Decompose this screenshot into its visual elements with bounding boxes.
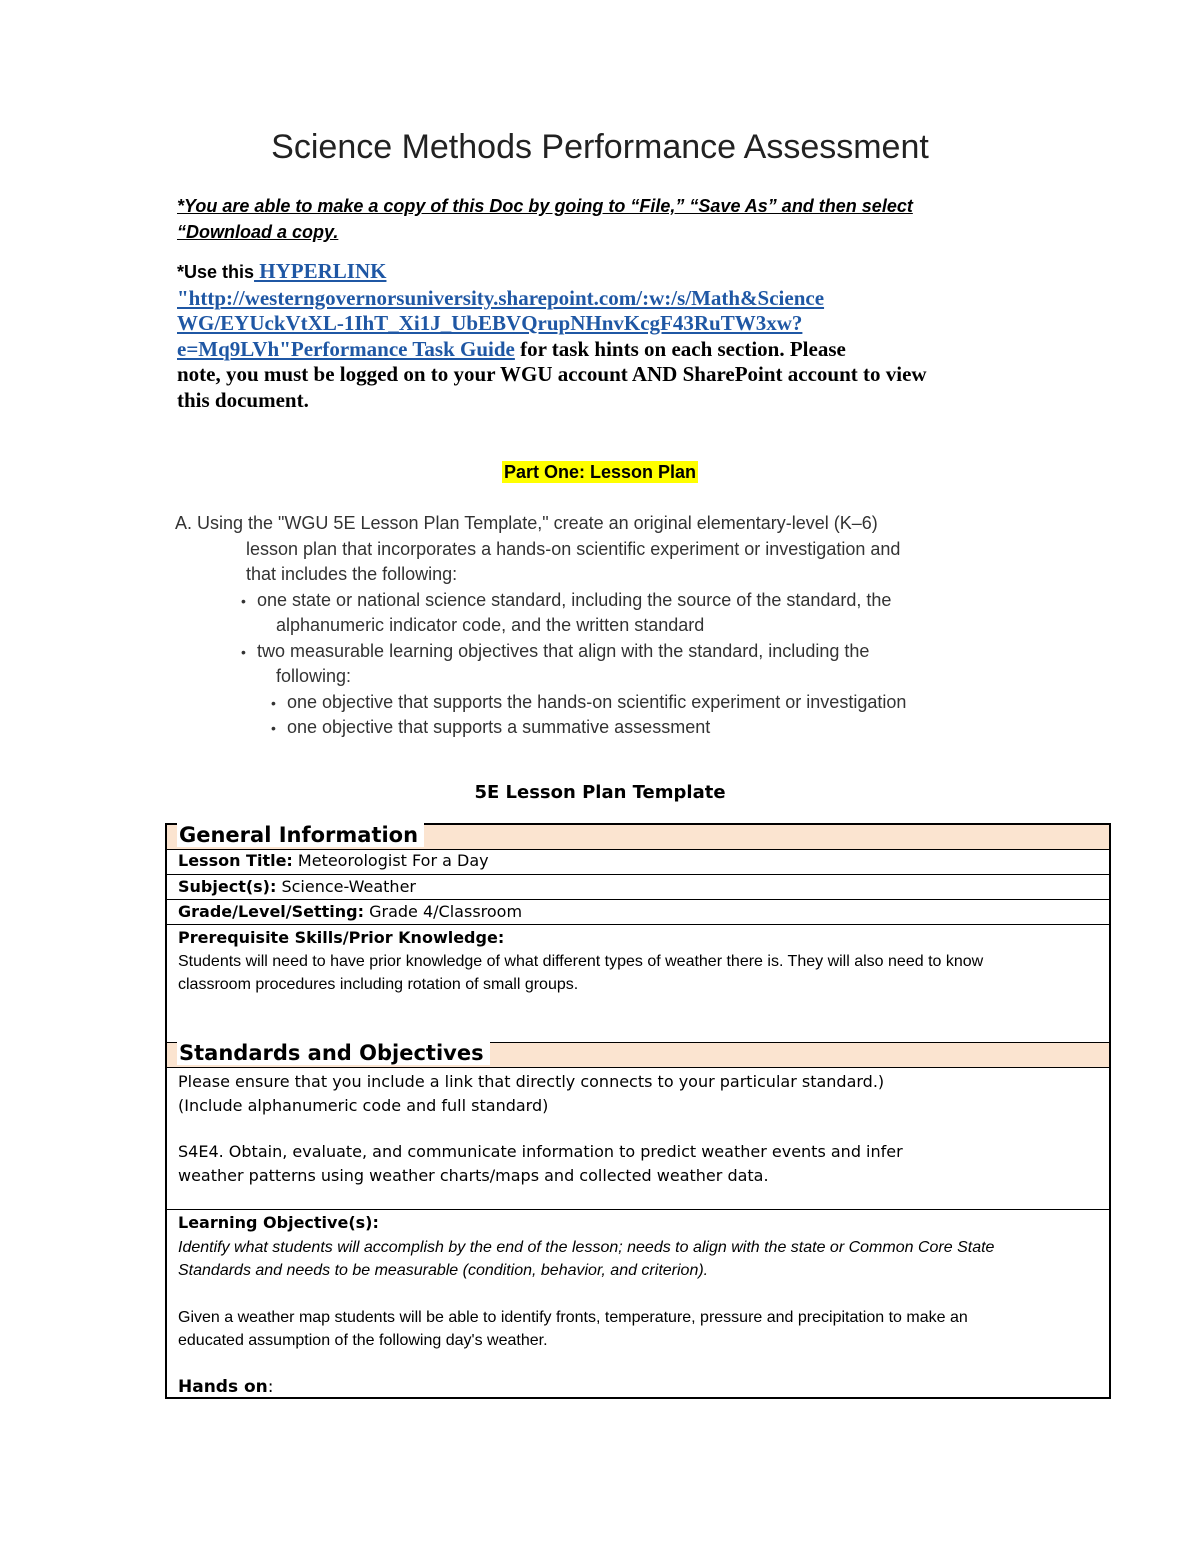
standards-row xyxy=(167,1043,1109,1068)
standards-content xyxy=(178,1070,1098,1188)
bullet-icon: • xyxy=(271,695,276,711)
subjects-row xyxy=(167,875,1109,900)
bullet-objectives-line-1: two measurable learning objectives that align with the standard, including the xyxy=(257,641,870,661)
task-a-line-3: that includes the following: xyxy=(246,564,458,584)
hands-on-label: Hands on: xyxy=(178,1377,274,1397)
standards-note-2: (Include alphanumeric code and full standard) xyxy=(178,1096,549,1115)
learning-objectives-label: Learning Objective(s): xyxy=(178,1213,379,1232)
hint-line-1 xyxy=(177,259,1037,286)
sub-bullet-hands-on xyxy=(271,692,906,713)
standard-text-line-1: S4E4. Obtain, evaluate, and communicate information to predict weather events and infer xyxy=(178,1142,903,1161)
bullet-standard-line-1: one state or national science standard, including the source of the standard, the xyxy=(257,590,892,610)
hyperlink-url-line-2[interactable]: WG/EYUckVtXL-1IhT_Xi1J_UbEBVQrupNHnvKcgF43RuTW3xw? xyxy=(177,311,803,335)
learning-objectives-row xyxy=(167,1210,1109,1397)
hyperlink-url-line-1[interactable]: "http://westerngovernorsuniversity.sharepoint.com/:w:/s/Math&Science xyxy=(177,285,825,310)
objective-text: Given a weather map students will be able to identify fronts, temperature, pressure and precipitation to make an educated assumption of the following day's weather. xyxy=(178,1309,968,1349)
bullet-icon: • xyxy=(241,644,246,660)
task-a-line-2: lesson plan that incorporates a hands-on scientific experiment or investigation and xyxy=(246,539,901,559)
bullet-icon: • xyxy=(241,593,246,609)
bullet-standard-line-2: alphanumeric indicator code, and the written standard xyxy=(276,615,705,635)
sub-bullet-hands-on-text: one objective that supports the hands-on scientific experiment or investigation xyxy=(287,692,907,712)
performance-task-guide-link[interactable]: e=Mq9LVh"Performance Task Guide xyxy=(177,336,515,361)
prerequisite-row xyxy=(167,925,1109,1043)
spacer xyxy=(178,1118,1098,1140)
sub-bullet-summative-text: one objective that supports a summative assessment xyxy=(287,717,711,737)
prerequisite-text: Students will need to have prior knowledge of what different types of weather there is. They will also need to know classroom procedures including rotation of small groups. xyxy=(178,953,984,993)
lesson-title-field: Lesson Title: Meteorologist For a Day xyxy=(178,851,489,870)
prerequisite-label: Prerequisite Skills/Prior Knowledge: xyxy=(178,928,505,947)
hint-tail: for task hints on each section. Please xyxy=(514,336,846,361)
use-this-text: *Use this xyxy=(177,262,255,282)
hint-line-6: this document. xyxy=(177,387,309,412)
bullet-objectives-line-2: following: xyxy=(276,666,352,686)
grade-row xyxy=(167,900,1109,925)
copy-note-line-1: *You are able to make a copy of this Doc by going to “File,” “Save As” and then select xyxy=(177,196,913,216)
objectives-help-text: Identify what students will accomplish by the end of the lesson; needs to align with the state or Common Core State Standards and needs to be measurable (condition, behavior, and criterion). xyxy=(178,1239,995,1279)
grade-field: Grade/Level/Setting: Grade 4/Classroom xyxy=(178,902,523,921)
task-a-line-1: A. Using the "WGU 5E Lesson Plan Template," create an original elementary-level (K–6) xyxy=(175,513,878,533)
standards-note-1: Please ensure that you include a link that directly connects to your particular standard.) xyxy=(178,1072,885,1091)
copy-note-line-2: “Download a copy. xyxy=(177,222,339,242)
hint-line-5: note, you must be logged on to your WGU account AND SharePoint account to view xyxy=(177,362,927,386)
bullet-standard xyxy=(241,590,891,611)
standard-text-line-2: weather patterns using weather charts/maps and collected weather data. xyxy=(178,1166,769,1185)
general-information-heading: General Information xyxy=(177,823,424,847)
template-title: 5E Lesson Plan Template xyxy=(474,782,726,803)
sub-bullet-summative xyxy=(271,717,710,738)
copy-note xyxy=(177,193,1037,245)
standards-content-row xyxy=(167,1068,1109,1210)
general-information-row xyxy=(167,825,1109,850)
guide-hint xyxy=(177,259,1037,413)
hint-line-4 xyxy=(177,337,1037,363)
lesson-title-row xyxy=(167,850,1109,875)
hyperlink-field-code[interactable]: HYPERLINK xyxy=(254,259,387,283)
standards-heading: Standards and Objectives xyxy=(177,1041,490,1065)
part-one-heading: Part One: Lesson Plan xyxy=(503,462,697,482)
subjects-field: Subject(s): Science-Weather xyxy=(178,877,416,896)
bullet-icon: • xyxy=(271,720,276,736)
document-title: Science Methods Performance Assessment xyxy=(271,128,929,166)
lesson-plan-table xyxy=(165,823,1111,1399)
bullet-objectives xyxy=(241,641,869,662)
